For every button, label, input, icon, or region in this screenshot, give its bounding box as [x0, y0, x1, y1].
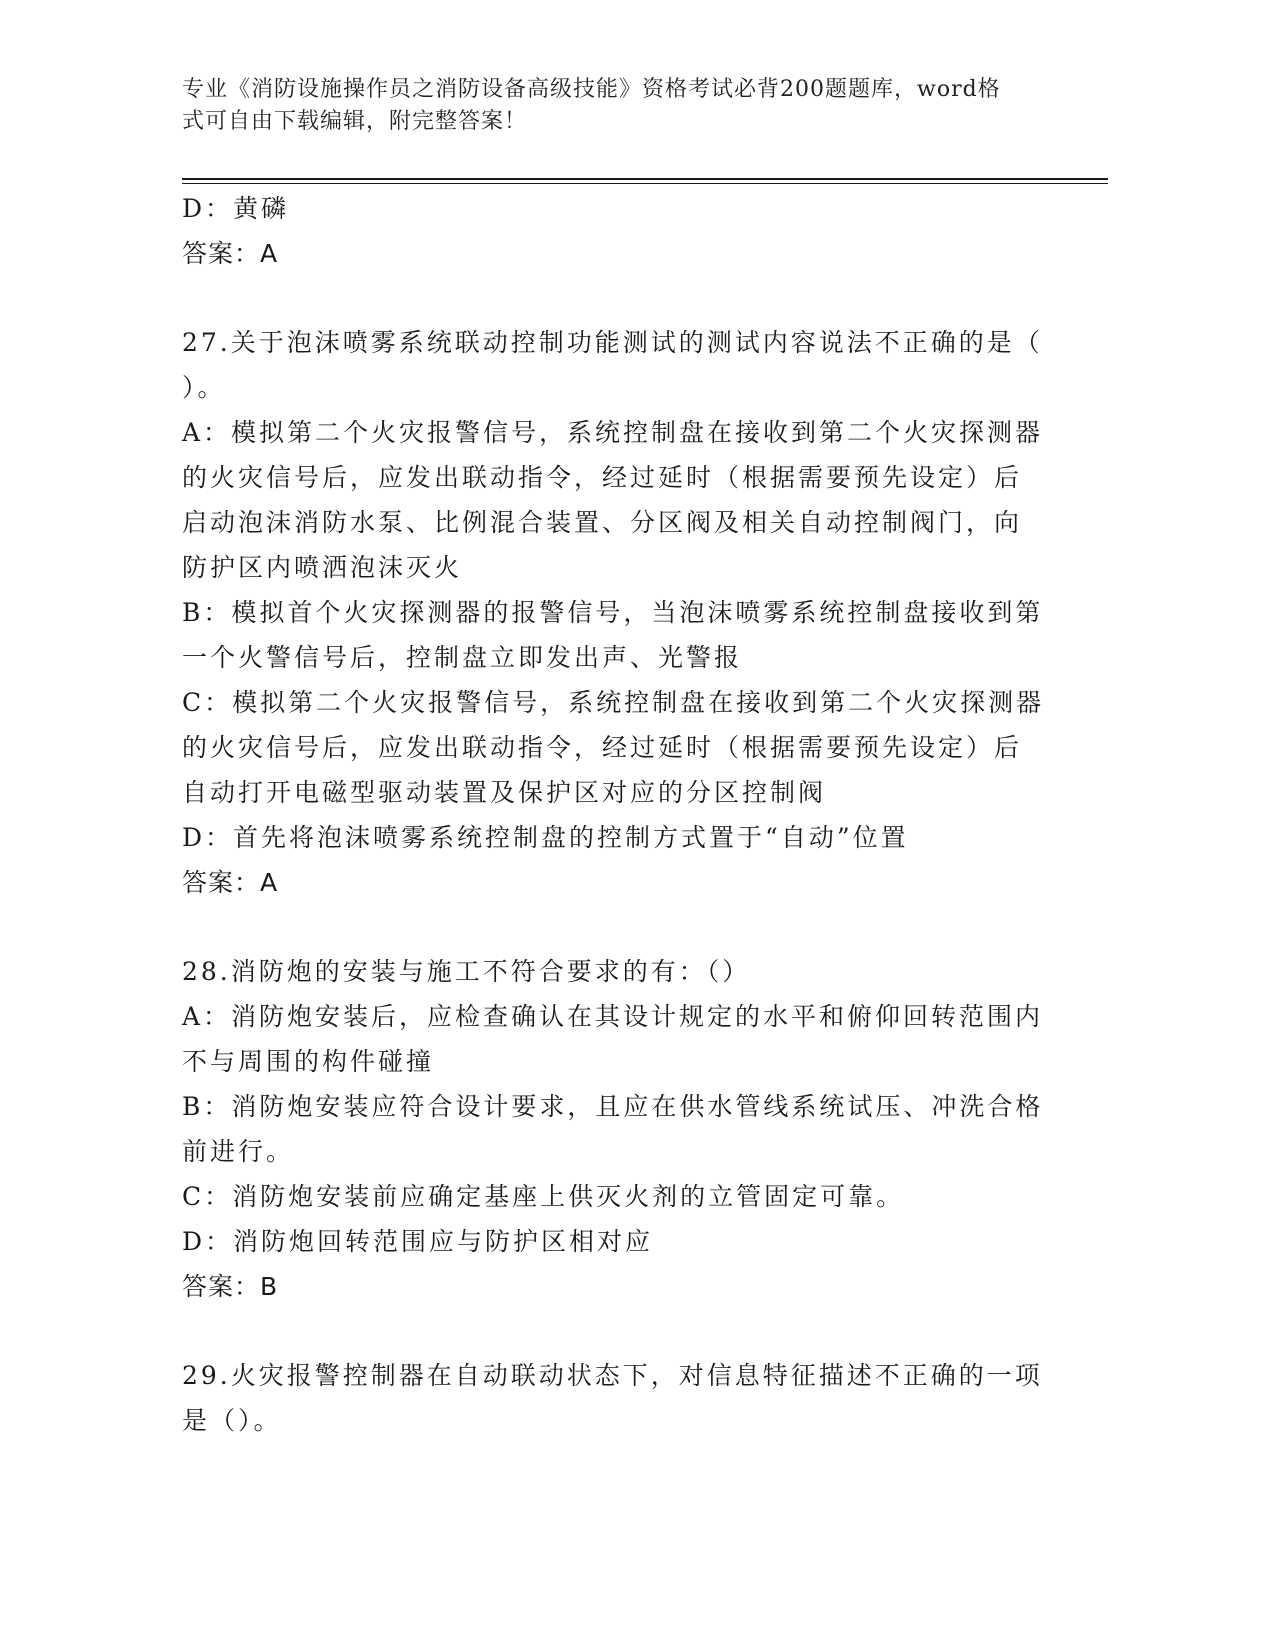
option-c: C：模拟第二个火灾报警信号，系统控制盘在接收到第二个火灾探测器: [182, 688, 1045, 717]
document-header: [182, 74, 1062, 138]
option-a: 启动泡沫消防水泵、比例混合装置、分区阀及相关自动控制阀门，向: [182, 508, 1023, 537]
question-stem: 29.火灾报警控制器在自动联动状态下，对信息特征描述不正确的一项: [182, 1361, 1043, 1390]
question-26: [182, 186, 1062, 276]
option-c: 的火灾信号后，应发出联动指令，经过延时（根据需要预先设定）后: [182, 733, 1023, 762]
option-b: B：消防炮安装应符合设计要求，且应在供水管线系统试压、冲洗合格: [182, 1092, 1044, 1121]
question-stem: 28.消防炮的安装与施工不符合要求的有：（）: [182, 957, 751, 986]
spacer: [182, 905, 1062, 949]
option-a: 的火灾信号后，应发出联动指令，经过延时（根据需要预先设定）后: [182, 463, 1023, 492]
option-a: A：模拟第二个火灾报警信号，系统控制盘在接收到第二个火灾探测器: [182, 418, 1044, 447]
answer: 答案：B: [182, 1272, 279, 1301]
question-28: [182, 949, 1062, 1309]
header-divider-thick: [182, 178, 1108, 180]
option-c: C：消防炮安装前应确定基座上供灭火剂的立管固定可靠。: [182, 1182, 905, 1211]
option-b: 一个火警信号后，控制盘立即发出声、光警报: [182, 643, 743, 672]
question-27: [182, 320, 1062, 905]
option-a: 不与周围的构件碰撞: [182, 1047, 435, 1076]
option-d: D：消防炮回转范围应与防护区相对应: [182, 1227, 654, 1256]
option-d: D：首先将泡沫喷雾系统控制盘的控制方式置于“自动”位置: [182, 823, 909, 852]
header-divider-thin: [182, 183, 1108, 184]
option-d: D：黄磷: [182, 194, 290, 223]
option-b: B：模拟首个火灾探测器的报警信号，当泡沫喷雾系统控制盘接收到第: [182, 598, 1044, 627]
answer: 答案：A: [182, 868, 279, 897]
option-b: 前进行。: [182, 1137, 295, 1166]
option-a: 防护区内喷洒泡沫灭火: [182, 553, 463, 582]
header-line-1: 专业《消防设施操作员之消防设备高级技能》资格考试必背200题题库，word格: [182, 77, 1001, 102]
spacer: [182, 276, 1062, 320]
answer: 答案：A: [182, 239, 279, 268]
option-c: 自动打开电磁型驱动装置及保护区对应的分区控制阀: [182, 778, 827, 807]
option-a: A：消防炮安装后，应检查确认在其设计规定的水平和俯仰回转范围内: [182, 1002, 1044, 1031]
spacer: [182, 1309, 1062, 1353]
question-stem: 是（）。: [182, 1406, 282, 1435]
question-stem: 27.关于泡沫喷雾系统联动控制功能测试的测试内容说法不正确的是（: [182, 328, 1043, 357]
question-stem: ）。: [182, 373, 226, 402]
document-body: [182, 186, 1062, 1443]
question-29: [182, 1353, 1062, 1443]
header-line-2: 式可自由下载编辑，附完整答案！: [182, 109, 528, 134]
